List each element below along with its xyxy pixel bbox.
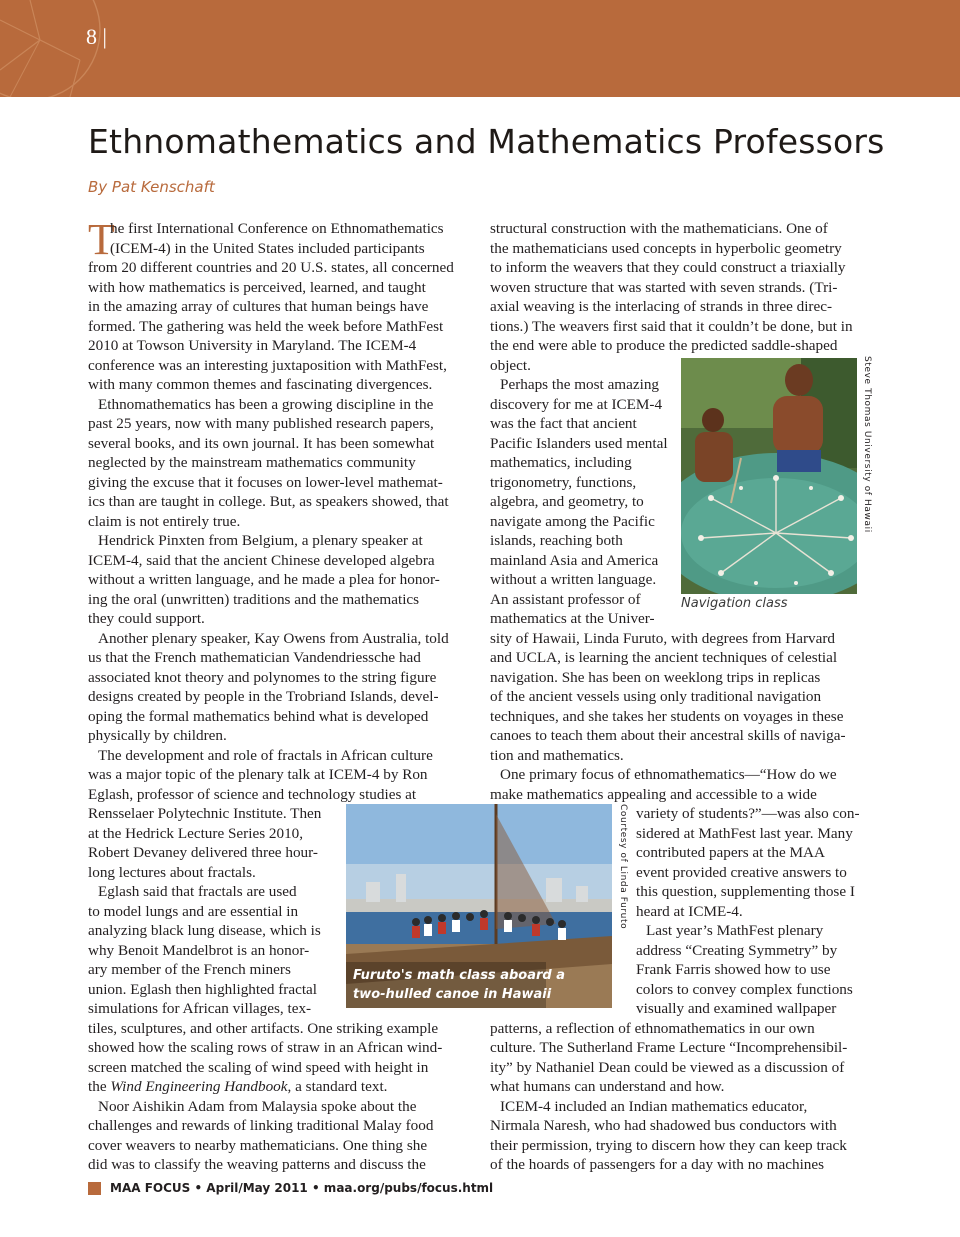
canoe-photo-credit: Courtesy of Linda Furuto <box>618 804 628 930</box>
left-column-line: with many common themes and fascinating divergences. <box>88 376 433 393</box>
right-column-line: this question, supplementing those I <box>636 883 855 900</box>
left-column-line: neglected by the mainstream mathematics community <box>88 454 416 471</box>
left-column-line: with how mathematics is perceived, learned, and taught <box>88 278 426 296</box>
right-column-line: ICEM-4 included an Indian mathematics educator, <box>500 1097 808 1115</box>
right-column-line: mainland Asia and America <box>490 551 659 569</box>
left-column-line: several books, and its own journal. It has been somewhat <box>88 434 435 452</box>
left-column-line: formed. The gathering was held the week before MathFest <box>88 317 444 335</box>
left-column-line: physically by children. <box>88 727 227 744</box>
right-column-line: structural construction with the mathematicians. One of <box>490 220 828 237</box>
right-column-line: of the hoards of passengers for a day with no machines <box>490 1156 825 1173</box>
left-column-line: past 25 years, now with many published research papers, <box>88 415 434 432</box>
left-column-line: they could support. <box>88 610 205 627</box>
right-column-line: culture. The Sutherland Frame Lecture “Incomprehensibil- <box>490 1039 848 1056</box>
left-column-line: designs created by people in the Trobriand Islands, devel- <box>88 688 439 705</box>
canoe-caption-line2: two-hulled canoe in Hawaii <box>353 987 552 1002</box>
right-column-line: navigation. She has been on weeklong trips in replicas <box>490 668 821 686</box>
right-column-line: trigonometry, functions, <box>490 473 637 491</box>
right-column-line: and UCLA, is learning the ancient techniques of celestial <box>490 649 838 666</box>
left-column-line: ics than are taught in college. But, as speakers showed, that <box>88 493 449 510</box>
right-column-line: Last year’s MathFest plenary <box>646 922 824 939</box>
right-column-line: Perhaps the most amazing <box>500 376 660 393</box>
left-column-line: oping the formal mathematics behind what is developed <box>88 707 429 725</box>
left-column-line: associated knot theory and polynomes to the string figure <box>88 668 437 686</box>
right-column-line: to inform the weavers that they could construct a triaxially <box>490 259 846 276</box>
article-byline: By Pat Kenschaft <box>88 178 215 196</box>
right-column-line: heard at ICME-4. <box>636 902 743 920</box>
canoe-class-photo <box>346 804 612 1008</box>
left-column-line: Robert Devaney delivered three hour- <box>88 844 318 861</box>
right-column-line: ity” by Nathaniel Dean could be viewed as a discussion of <box>490 1058 845 1076</box>
left-column-line: from 20 different countries and 20 U.S. states, all concerned <box>88 259 454 276</box>
right-column-line: variety of students?”—was also con- <box>636 805 860 822</box>
left-column-line: conference was an interesting juxtaposition with MathFest, <box>88 356 447 374</box>
right-column-line: mathematics at the Univer- <box>490 610 655 627</box>
right-column-line: tions.) The weavers first said that it couldn’t be done, but in <box>490 317 853 335</box>
right-column-line: techniques, and she takes her students on voyages in these <box>490 707 844 725</box>
right-column-line: object. <box>490 356 531 374</box>
right-column-line: event provided creative answers to <box>636 863 847 881</box>
left-column-line: without a written language, and he made a plea for honor- <box>88 571 440 588</box>
navigation-caption: Navigation class <box>681 596 788 611</box>
right-column-line: colors to convey complex functions <box>636 980 853 998</box>
left-column-line: The development and role of fractals in African culture <box>98 746 433 764</box>
right-column-line: An assistant professor of <box>490 590 641 608</box>
right-column-line: islands, reaching both <box>490 532 623 549</box>
right-column-line: canoes to teach them about their ancestral skills of naviga- <box>490 727 846 744</box>
left-column-line: at the Hedrick Lecture Series 2010, <box>88 824 304 842</box>
left-column-line: Eglash said that fractals are used <box>98 883 297 900</box>
left-column-line: did was to classify the weaving patterns and discuss the <box>88 1156 426 1173</box>
decorative-pattern-icon <box>0 0 160 97</box>
left-column-line: Ethnomathematics has been a growing discipline in the <box>98 395 434 413</box>
left-column-line: tiles, sculptures, and other artifacts. One striking example <box>88 1019 439 1037</box>
left-column-line: cover weavers to nearby mathematicians. One thing she <box>88 1136 428 1154</box>
left-column-line: ICEM-4, said that the ancient Chinese developed algebra <box>88 551 435 569</box>
article-title: Ethnomathematics and Mathematics Professors <box>88 122 885 161</box>
page-number: 8 | <box>86 24 107 49</box>
left-column-line: Eglash, professor of science and technology studies at <box>88 785 417 803</box>
left-column-line: showed how the scaling rows of straw in an African wind- <box>88 1039 443 1056</box>
right-column-line: discovery for me at ICEM-4 <box>490 395 663 413</box>
footer-text: MAA FOCUS • April/May 2011 • maa.org/pubs/focus.html <box>110 1181 494 1195</box>
right-column-line: woven structure that was started with seven strands. (Tri- <box>490 278 838 296</box>
left-column-line: simulations for African villages, tex- <box>88 1000 312 1017</box>
left-column-line: ing the oral (unwritten) traditions and the mathematics <box>88 590 420 608</box>
left-column-line: was a major topic of the plenary talk at ICEM-4 by Ron <box>88 766 428 783</box>
left-column-line: (ICEM-4) in the United States included participants <box>110 239 425 257</box>
footer-square-icon <box>88 1182 101 1195</box>
right-column-line: was the fact that ancient <box>490 415 637 432</box>
right-column-line: visually and examined wallpaper <box>636 1000 837 1017</box>
right-column-line: of the ancient vessels using only traditional navigation <box>490 688 822 705</box>
right-column-line: the mathematicians used concepts in hyperbolic geometry <box>490 239 842 257</box>
left-column-line: challenges and rewards of linking traditional Malay food <box>88 1117 434 1134</box>
left-column-line: in the amazing array of cultures that human beings have <box>88 298 429 315</box>
right-column-line: algebra, and geometry, to <box>490 493 644 510</box>
right-column-line: Nirmala Naresh, who had shadowed bus conductors with <box>490 1117 837 1134</box>
right-column-line: contributed papers at the MAA <box>636 844 825 861</box>
left-column-line: long lectures about fractals. <box>88 863 256 881</box>
canoe-caption-line1: Furuto's math class aboard a <box>353 968 565 983</box>
right-column-line: One primary focus of ethnomathematics—“How do we <box>500 766 837 783</box>
right-column-line: the end were able to produce the predicted saddle-shaped <box>490 337 838 354</box>
left-column-line: screen matched the scaling of wind speed with height in <box>88 1058 429 1076</box>
right-column-line: navigate among the Pacific <box>490 512 655 530</box>
right-column-line: patterns, a reflection of ethnomathematics in our own <box>490 1019 815 1037</box>
right-column-line: make mathematics appealing and accessible to a wide <box>490 785 817 803</box>
left-column-line: why Benoit Mandelbrot is an honor- <box>88 941 310 959</box>
right-column-line: Pacific Islanders used mental <box>490 434 668 452</box>
navigation-class-photo <box>681 358 857 594</box>
left-column-line: analyzing black lung disease, which is <box>88 922 321 939</box>
right-column-line: what humans can understand and how. <box>490 1078 725 1095</box>
navigation-photo-credit: Steve Thomas University of Hawaii <box>862 356 872 533</box>
right-column-line: their permission, trying to discern how they can keep track <box>490 1136 847 1154</box>
book-title: Wind Engineering Handbook <box>110 1078 288 1095</box>
left-column-line: Noor Aishikin Adam from Malaysia spoke about the <box>98 1097 417 1115</box>
right-column-line: mathematics, including <box>490 454 632 471</box>
left-column-line: to model lungs and are essential in <box>88 902 299 920</box>
right-column-line: sity of Hawaii, Linda Furuto, with degrees from Harvard <box>490 629 836 647</box>
left-column-line: ary member of the French miners <box>88 961 291 978</box>
left-column-line: giving the excuse that it focuses on lower-level mathemat- <box>88 473 443 491</box>
left-column-line: Hendrick Pinxten from Belgium, a plenary speaker at <box>98 532 423 549</box>
left-column-line: us that the French mathematician Vandendriessche had <box>88 649 421 666</box>
left-column-line: union. Eglash then highlighted fractal <box>88 980 318 998</box>
header-bar <box>0 0 960 97</box>
left-column-line: claim is not entirely true. <box>88 512 241 530</box>
left-column-line: Rensselaer Polytechnic Institute. Then <box>88 805 322 822</box>
left-column-line: Another plenary speaker, Kay Owens from Australia, told <box>98 629 449 647</box>
right-column-line: tion and mathematics. <box>490 746 624 764</box>
right-column-line: sidered at MathFest last year. Many <box>636 824 853 842</box>
drop-cap: T <box>88 215 115 264</box>
left-column-line: he first International Conference on Ethnomathematics <box>110 220 444 237</box>
right-column-line: axial weaving is the interlacing of strands in three direc- <box>490 298 833 315</box>
left-column-line: 2010 at Towson University in Maryland. The ICEM-4 <box>88 337 417 354</box>
right-column-line: address “Creating Symmetry” by <box>636 941 838 959</box>
right-column-line: without a written language. <box>490 571 657 588</box>
left-column-line: the Wind Engineering Handbook, a standard text. <box>88 1078 388 1095</box>
right-column-line: Frank Farris showed how to use <box>636 961 831 978</box>
